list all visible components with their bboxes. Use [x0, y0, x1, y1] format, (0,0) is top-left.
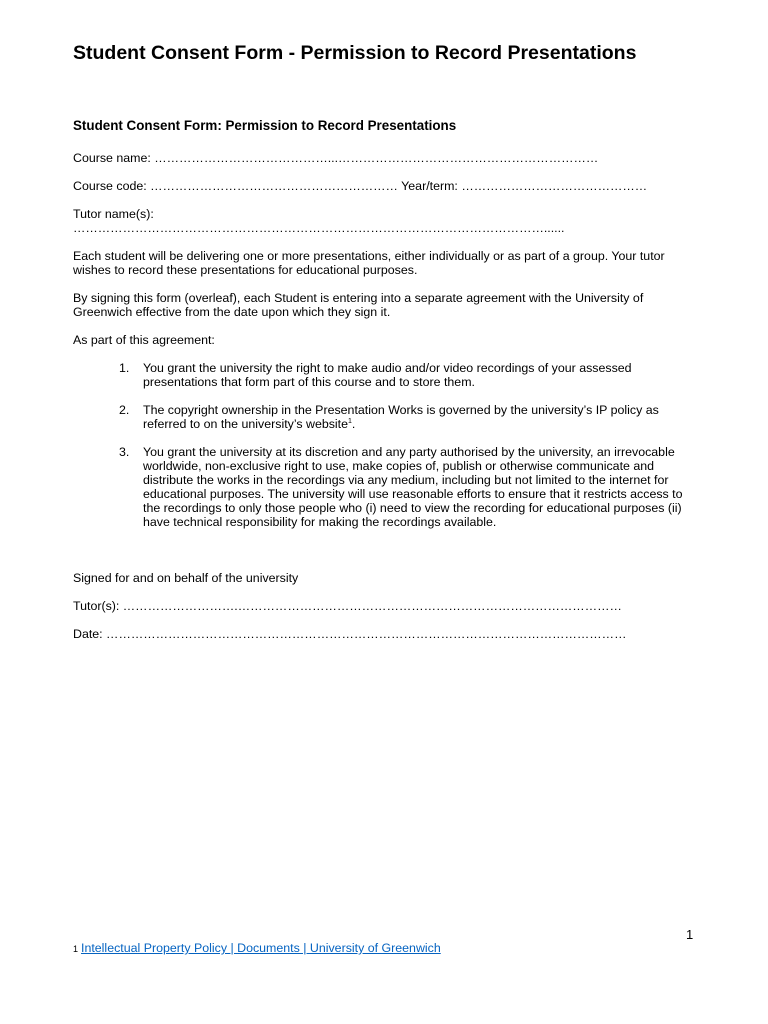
ip-policy-link[interactable]: Intellectual Property Policy | Documents | University of Greenwich	[81, 941, 441, 955]
list-number: 2.	[119, 403, 130, 417]
list-number: 1.	[119, 361, 130, 375]
agreement-paragraph: By signing this form (overleaf), each Student is entering into a separate agreement with the University of Greenwich effective from the date upon which they sign it.	[73, 291, 644, 319]
tutor-names-field: ……………………………………………………………………………………………………......	[73, 221, 565, 235]
page-number: 1	[686, 927, 694, 942]
list-item-text: You grant the university the right to make audio and/or video recordings of your assessed presentations that form part of this course and to store them.	[143, 361, 632, 389]
list-number: 3.	[119, 445, 130, 459]
signed-on-behalf-line: Signed for and on behalf of the university	[73, 571, 299, 585]
intro-paragraph: Each student will be delivering one or more presentations, either individually or as part of a group. Your tutor wishes to record these presentations for educational purposes.	[73, 249, 665, 277]
list-item-text	[143, 403, 699, 431]
list-item	[119, 403, 699, 431]
date-field: Date: ………………………………………………………………………………………………………………	[73, 627, 627, 641]
list-item	[119, 445, 699, 529]
footnote-marker: 1	[73, 944, 79, 954]
footnote-reference: 1	[348, 417, 352, 425]
tutors-signature-field: Tutor(s): ……………………….…………………………………………………………………………………	[73, 599, 622, 613]
list-item-text-body: The copyright ownership in the Presentation Works is governed by the university’s IP policy as referred to on the university’s website	[143, 403, 659, 431]
list-item-text-end: .	[351, 417, 356, 431]
list-item-text: You grant the university at its discretion and any party authorised by the university, an irrevocable worldwide, non-exclusive right to use, make copies of, publish or otherwise communicate and distribute the works in the recordings via any medium, including but not limited to the internet for educational purposes. The university will use reasonable efforts to ensure that it restricts access to the recordings to only those people who (i) need to view the recording for educational purposes (ii) have technical responsibility for making the recordings available.	[143, 445, 683, 529]
as-part-paragraph: As part of this agreement:	[73, 333, 215, 347]
page-title: Student Consent Form - Permission to Record Presentations	[73, 42, 637, 64]
form-heading: Student Consent Form: Permission to Record Presentations	[73, 118, 457, 133]
footnote	[73, 941, 441, 955]
list-item	[119, 361, 699, 389]
tutor-names-label: Tutor name(s):	[73, 207, 154, 221]
course-code-year-term-field: Course code: …………………………………………………… Year/term: ………………………………………	[73, 179, 648, 193]
course-name-field: Course name: ……………………………………...………………………………………………………	[73, 151, 599, 165]
